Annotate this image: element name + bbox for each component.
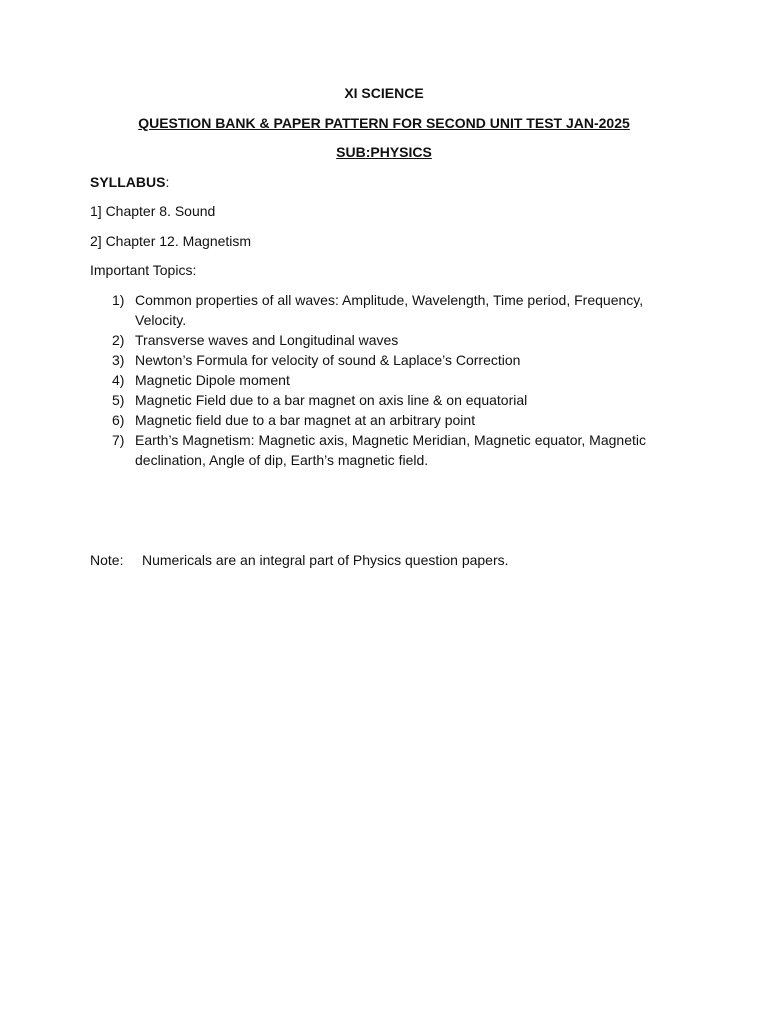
list-number: 3) [112,352,125,368]
list-item [90,430,680,470]
list-number: 7) [112,432,125,448]
note-text: Numericals are an integral part of Physics question papers. [142,552,509,568]
syllabus-heading [90,173,169,191]
list-item-text: Common properties of all waves: Amplitude, Wavelength, Time period, Frequency, Velocity. [135,292,644,328]
list-number: 1) [112,292,125,308]
important-topics-list [90,290,680,470]
list-item-text: Magnetic Field due to a bar magnet on axis line & on equatorial [135,392,528,408]
list-item-text: Transverse waves and Longitudinal waves [135,332,399,348]
list-item [90,370,680,390]
list-item-text: Earth’s Magnetism: Magnetic axis, Magnetic Meridian, Magnetic equator, Magnetic declination, Angle of dip, Earth’s magnetic field. [135,432,646,468]
list-number: 2) [112,332,125,348]
list-item [90,390,680,410]
list-number: 6) [112,412,125,428]
list-item [90,330,680,350]
important-topics-heading: Important Topics: [90,262,197,278]
list-item [90,290,680,330]
class-title: XI SCIENCE [344,85,424,101]
list-number: 4) [112,372,125,388]
question-bank-title: QUESTION BANK & PAPER PATTERN FOR SECOND UNIT TEST JAN-2025 [138,115,630,131]
list-item [90,350,680,370]
note-label: Note: [90,552,124,568]
list-item-text: Magnetic Dipole moment [135,372,290,388]
list-item [90,410,680,430]
list-item-text: Magnetic field due to a bar magnet at an arbitrary point [135,412,476,428]
syllabus-label: SYLLABUS [90,174,166,190]
list-item-text: Newton’s Formula for velocity of sound & Laplace’s Correction [135,352,521,368]
chapter-line: 2] Chapter 12. Magnetism [90,233,252,249]
syllabus-colon: : [165,174,170,190]
chapter-line: 1] Chapter 8. Sound [90,203,216,219]
list-number: 5) [112,392,125,408]
subject-title: SUB:PHYSICS [336,144,432,160]
